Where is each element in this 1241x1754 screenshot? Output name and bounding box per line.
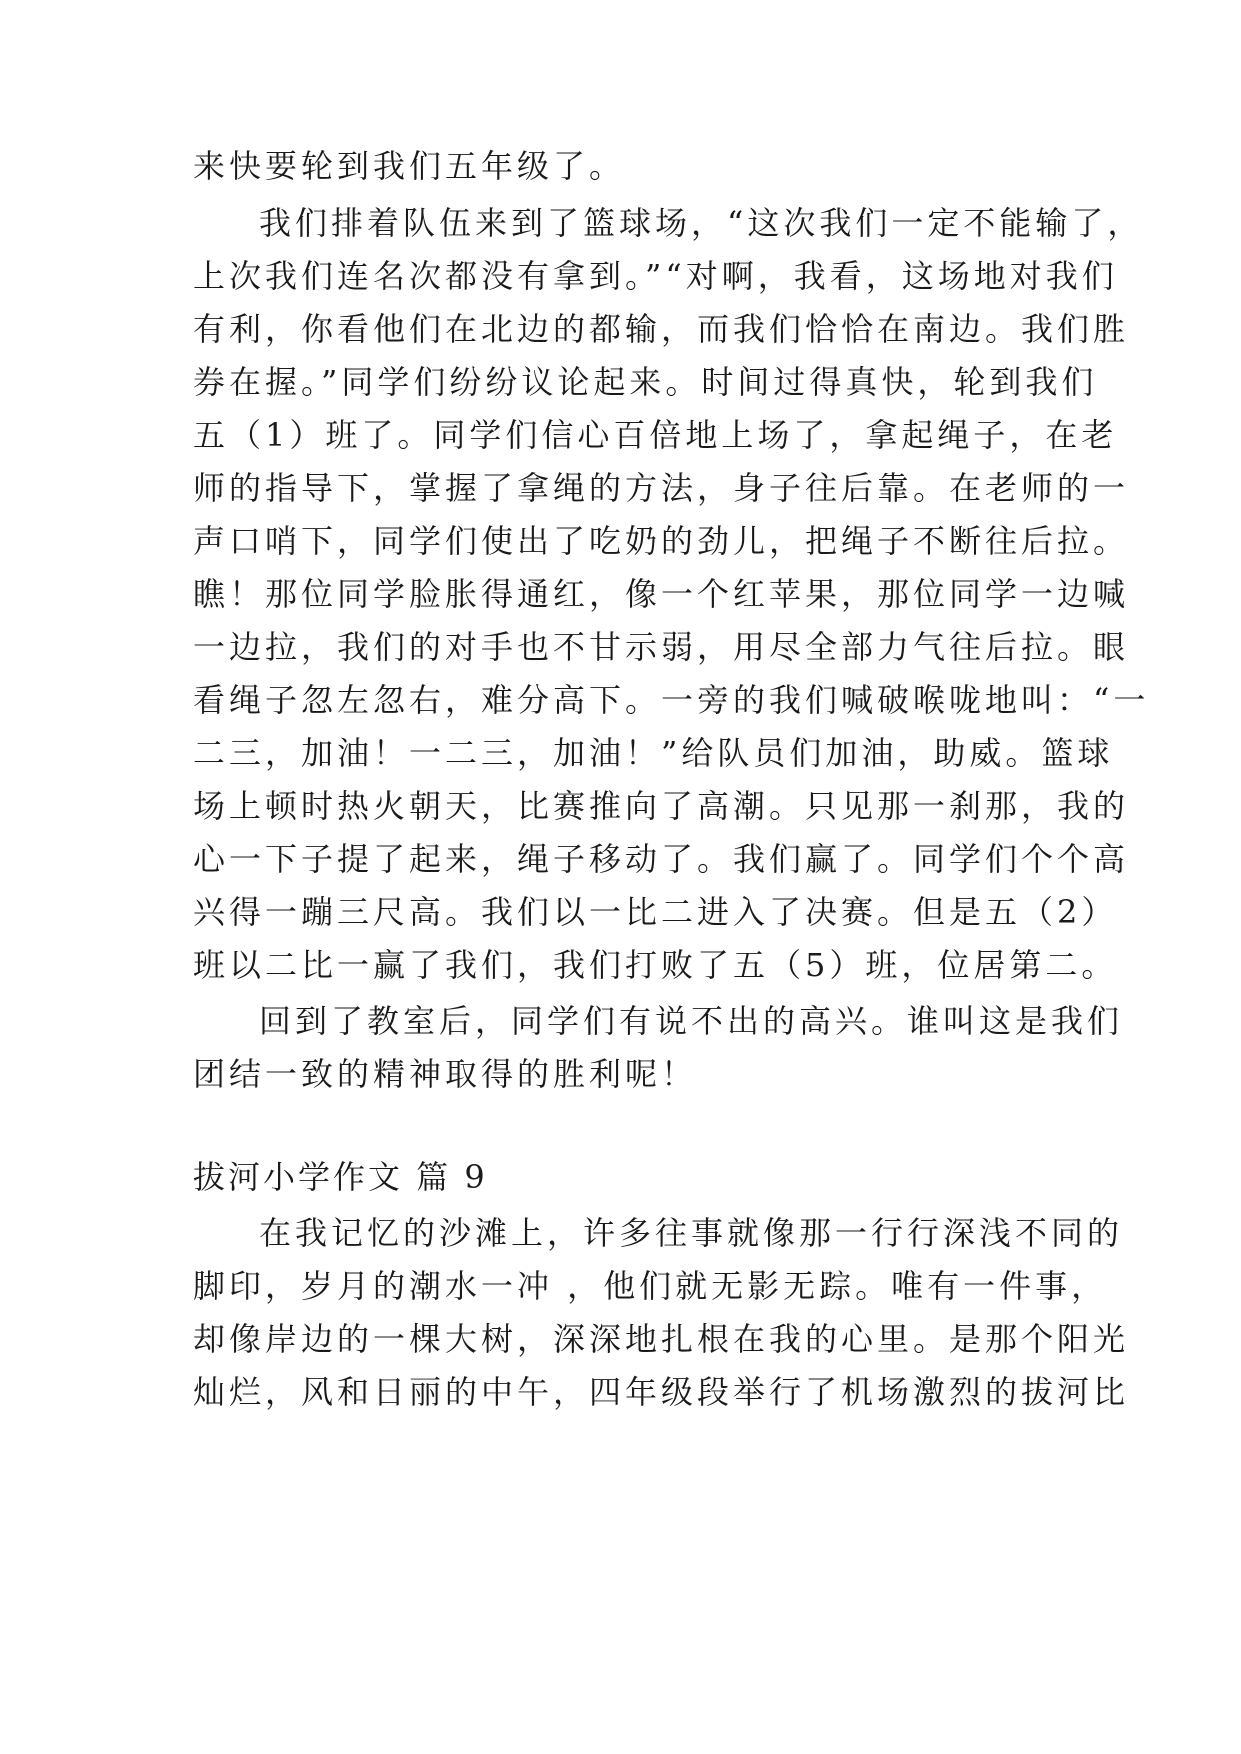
text-line: 上次我们连名次都没有拿到。”“对啊，我看，这场地对我们 [193, 257, 1118, 295]
text-line: 场上顿时热火朝天，比赛推向了高潮。只见那一刹那，我的 [193, 787, 1130, 825]
text-line: 声口哨下，同学们使出了吃奶的劲儿，把绳子不断往后拉。 [193, 522, 1130, 560]
text-line: 心一下子提了起来，绳子移动了。我们赢了。同学们个个高 [193, 840, 1130, 878]
text-line: 一边拉，我们的对手也不甘示弱，用尽全部力气往后拉。眼 [193, 628, 1130, 666]
text-line: 券在握。”同学们纷纷议论起来。时间过得真快，轮到我们 [193, 363, 1098, 401]
text-line: 班以二比一赢了我们，我们打败了五（5）班，位居第二。 [193, 946, 1118, 984]
text-line: 却像岸边的一棵大树，深深地扎根在我的心里。是那个阳光 [193, 1320, 1130, 1358]
text-line: 二三，加油！一二三，加油！”给队员们加油，助威。篮球 [193, 734, 1114, 772]
text-line: 团结一致的精神取得的胜利呢！ [193, 1055, 698, 1093]
text-line: 有利，你看他们在北边的都输，而我们恰恰在南边。我们胜 [193, 310, 1130, 348]
text-line: 师的指导下，掌握了拿绳的方法，身子往后靠。在老师的一 [193, 469, 1130, 507]
text-line: 在我记忆的沙滩上，许多往事就像那一行行深浅不同的 [259, 1214, 1124, 1252]
text-line: 灿烂，风和日丽的中午，四年级段举行了机场激烈的拔河比 [193, 1373, 1130, 1411]
text-line: 我们排着队伍来到了篮球场，“这次我们一定不能输了， [259, 204, 1144, 242]
text-line: 瞧！那位同学脸胀得通红，像一个红苹果，那位同学一边喊 [193, 575, 1130, 613]
text-line: 五（1）班了。同学们信心百倍地上场了，拿起绳子，在老 [193, 416, 1118, 454]
text-line: 回到了教室后，同学们有说不出的高兴。谁叫这是我们 [259, 1002, 1124, 1040]
text-line: 兴得一蹦三尺高。我们以一比二进入了决赛。但是五（2） [193, 893, 1118, 931]
section-title: 拔河小学作文 篇 9 [193, 1158, 488, 1196]
text-line: 看绳子忽左忽右，难分高下。一旁的我们喊破喉咙地叫：“一 [193, 681, 1150, 719]
text-line: 来快要轮到我们五年级了。 [193, 147, 626, 185]
text-line: 脚印，岁月的潮水一冲 ，他们就无影无踪。唯有一件事， [193, 1267, 1108, 1305]
